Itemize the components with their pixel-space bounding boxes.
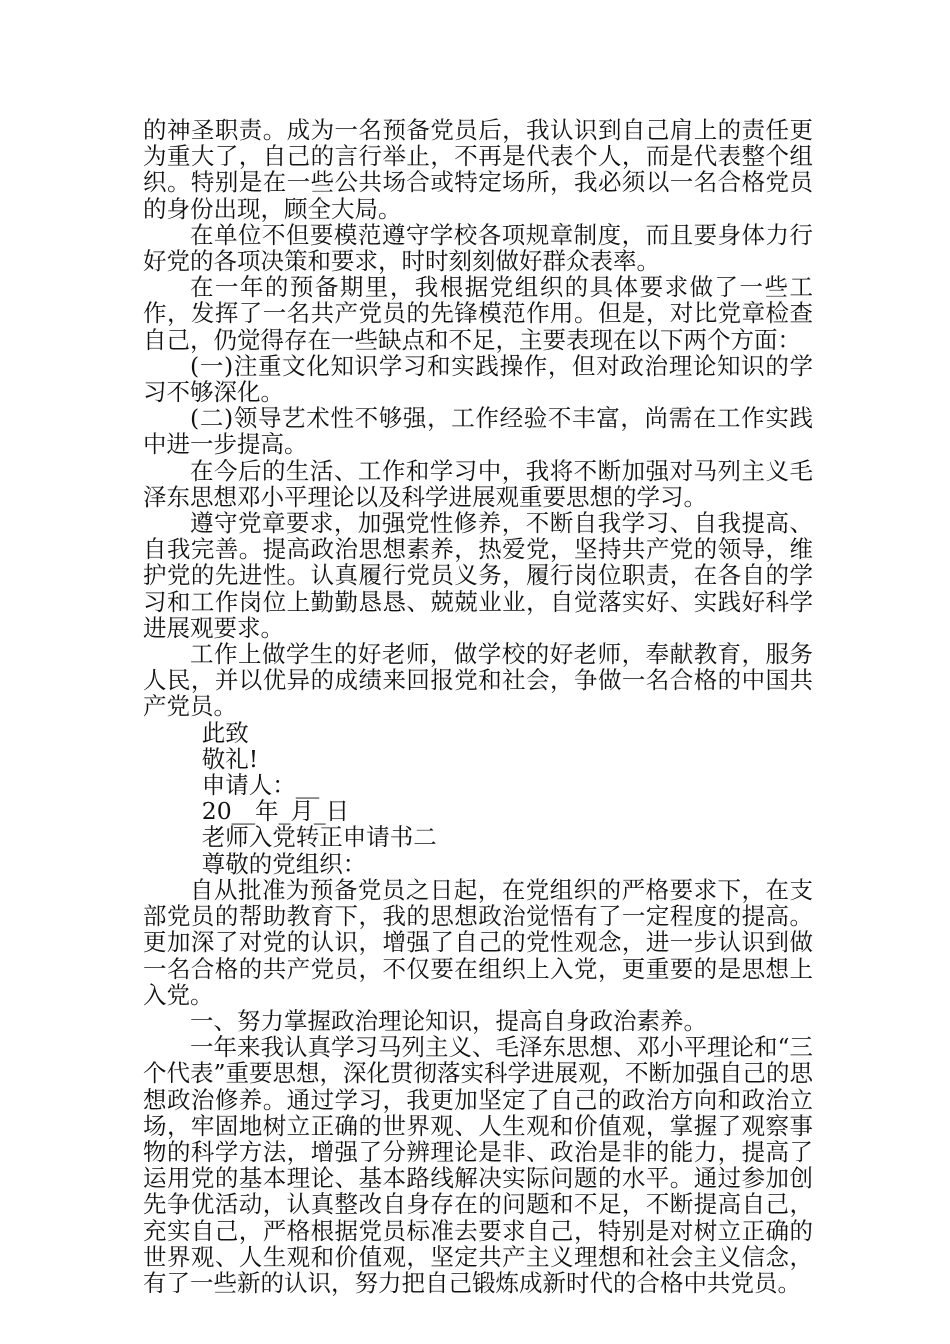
document-body — [143, 117, 813, 1296]
paragraph: (一)注重文化知识学习和实践操作，但对政治理论知识的学习不够深化。 — [143, 351, 813, 407]
salutation-line: 敬礼! — [201, 744, 259, 773]
paragraph: 在今后的生活、工作和学习中，我将不断加强对马列主义毛泽东思想邓小平理论以及科学进展观重要思想的学习。 — [143, 456, 813, 511]
paragraph: 一、努力掌握政治理论知识，提高自身政治素养。 — [190, 1006, 707, 1035]
paragraph: 工作上做学生的好老师，做学校的好老师，奉献教育，服务人民，并以优异的成绩来回报党和社会，争做一名合格的中国共产党员。 — [143, 640, 813, 721]
date-line: 20__年_月_日 — [201, 797, 350, 826]
paragraph: 在一年的预备期里，我根据党组织的具体要求做了一些工作，发挥了一名共产党员的先锋模范作用。但是，对比党章检查自己，仍觉得存在一些缺点和不足，主要表现在以下两个方面： — [143, 273, 813, 354]
paragraph: 的神圣职责。成为一名预备党员后，我认识到自己肩上的责任更为重大了，自己的言行举止，不再是代表个人，而是代表整个组织。特别是在一些公共场合或特定场所，我必须以一名合格党员的身份出现，顾全大局。 — [143, 116, 813, 223]
applicant-line: 申请人：__ — [201, 771, 320, 800]
paragraph: 遵守党章要求，加强党性修养，不断自我学习、自我提高、自我完善。提高政治思想素养，热爱党，坚持共产党的领导，维护党的先进性。认真履行党员义务，履行岗位职责，在各自的学习和工作岗位上勤勤恳恳、兢兢业业，自觉落实好、实践好科学进展观要求。 — [143, 509, 813, 642]
paragraph: 在单位不但要模范遵守学校各项规章制度，而且要身体力行好党的各项决策和要求，时时刻刻做好群众表率。 — [143, 220, 813, 276]
paragraph: 自从批准为预备党员之日起，在党组织的严格要求下，在支部党员的帮助教育下，我的思想政治觉悟有了一定程度的提高。更加深了对党的认识，增强了自己的党性观念，进一步认识到做一名合格的共产党员，不仅要在组织上入党，更重要的是思想上入党。 — [143, 875, 813, 1009]
paragraph: (二)领导艺术性不够强，工作经验不丰富，尚需在工作实践中进一步提高。 — [143, 404, 813, 459]
greeting-line: 尊敬的党组织： — [201, 849, 367, 878]
section-title: 老师入党转正申请书二 — [201, 823, 437, 852]
paragraph: 一年来我认真学习马列主义、毛泽东思想、邓小平理论和“三个代表”重要思想，深化贯彻落实科学进展观，不断加强自己的思想政治修养。通过学习，我更加坚定了自己的政治方向和政治立场，牢固地树立正确的世界观、人生观和价值观，掌握了观察事物的科学方法，增强了分辨理论是非、政治是非的能力，提高了运用党的基本理论、基本路线解决实际问题的水平。通过参加创先争优活动，认真整改自身存在的问题和不足，不断提高自己，充实自己，严格根据党员标准去要求自己，特别是对树立正确的世界观、人生观和价值观，坚定共产主义理想和社会主义信念，有了一些新的认识，努力把自己锻炼成新时代的合格中共党员。 — [143, 1033, 814, 1297]
salutation-line: 此致 — [201, 718, 249, 747]
